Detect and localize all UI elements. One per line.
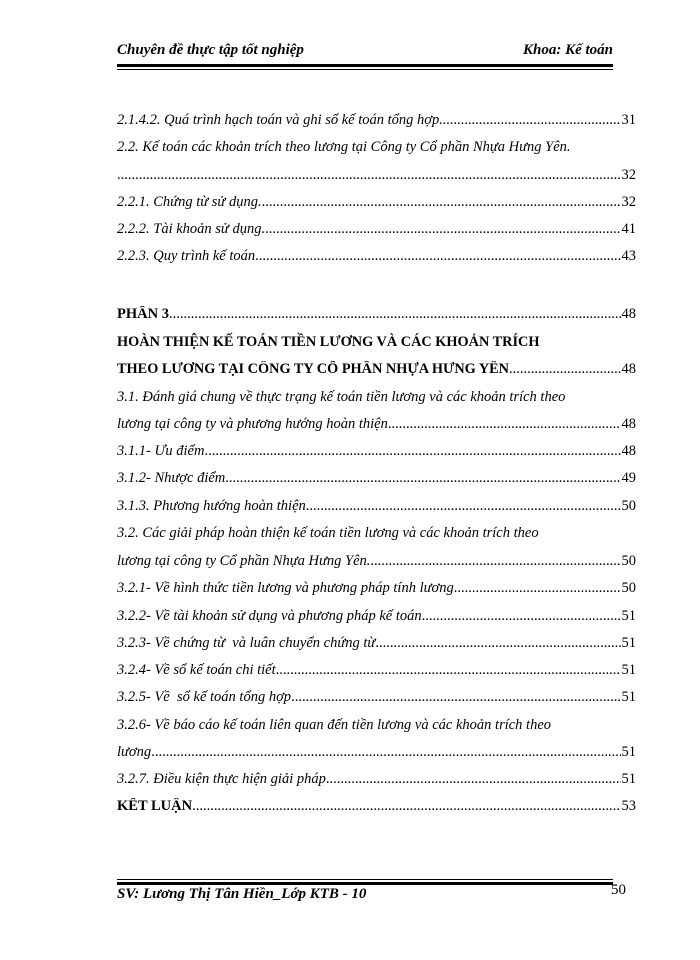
toc-entry-text: 3.2.7. Điều kiện thực hiện giải pháp (117, 771, 326, 787)
toc-entry (117, 498, 636, 524)
toc-leader (375, 635, 620, 652)
toc-leader (306, 498, 621, 515)
toc-leader (422, 608, 621, 625)
toc-entry (117, 689, 636, 715)
toc-entry (117, 194, 636, 220)
footer-rule-thick (117, 882, 613, 885)
toc-entry-text: lương tại công ty và phương hướng hoàn thiện (117, 416, 388, 432)
toc-leader (262, 194, 621, 211)
toc-entry (117, 662, 636, 688)
toc-entry (117, 306, 636, 332)
toc-leader (204, 443, 620, 460)
toc-leader (370, 553, 620, 570)
header-rule-thick (117, 64, 613, 67)
page-header (117, 42, 613, 64)
toc-leader (169, 306, 621, 323)
toc-leader (225, 470, 620, 487)
toc-entry (117, 361, 636, 387)
toc-leader (255, 248, 620, 265)
toc-entry-text: lương (117, 744, 152, 760)
toc-entry (117, 221, 636, 247)
footer-rule-thin (117, 879, 613, 880)
toc-entry-text: 3.1.3. Phương hướng hoàn thiện (117, 498, 306, 514)
toc-leader (388, 416, 621, 433)
toc-entry-text: 2.2.3. Quy trình kế toán (117, 248, 256, 264)
toc-leader (291, 689, 620, 706)
toc-entry-text: THEO LƯƠNG TẠI CÔNG TY CỔ PHẦN NHỰA HƯNG YÊN (117, 361, 509, 377)
toc-leader (265, 221, 620, 238)
toc-page-number: 41 (621, 221, 636, 237)
toc-page-number: 51 (621, 744, 636, 760)
header-department: Khoa: Kế toán (522, 42, 613, 58)
toc-page-number: 48 (621, 306, 636, 322)
toc-entry (117, 470, 636, 496)
toc-entry-text: 3.1.1- Ưu điểm (117, 443, 205, 459)
toc-entry-text: 2.2.1. Chứng từ sử dụng. (117, 194, 262, 210)
toc-entry-text: 3.1. Đánh giá chung về thực trạng kế toán tiền lương và các khoản trích theo (117, 389, 566, 405)
toc-leader (439, 112, 620, 129)
toc-page-number: 48 (621, 443, 636, 459)
toc-page-number: 51 (621, 689, 636, 705)
toc-entry-text: 3.2.6- Về báo cáo kế toán liên quan đến tiền lương và các khoản trích theo (117, 717, 552, 733)
toc-entry-text: 2.1.4.2. Quá trình hạch toán và ghi sổ kế toán tổng hợp (117, 112, 440, 128)
toc-entry (117, 798, 636, 824)
toc-leader (192, 798, 620, 815)
toc-entry-text: 3.1.2- Nhược điểm (117, 470, 226, 486)
toc-entry-text: PHẦN 3 (117, 306, 169, 322)
toc-entry (117, 771, 636, 797)
toc-page-number: 43 (621, 248, 636, 264)
toc-entry-text: 3.2.1- Về hình thức tiền lương và phương pháp tính lương (117, 580, 454, 596)
toc-entry-text: KẾT LUẬN (117, 798, 193, 814)
toc-entry-text: 3.2.2- Về tài khoản sử dụng và phương pháp kế toán (117, 608, 422, 624)
toc-page-number: 32 (621, 194, 636, 210)
toc-page-number: 50 (621, 498, 636, 514)
toc-page-number: 51 (621, 771, 636, 787)
toc-page-number: 50 (621, 580, 636, 596)
toc-entry (117, 744, 636, 770)
toc-entry (117, 580, 636, 606)
toc-leader (276, 662, 621, 679)
toc-leader (326, 771, 621, 788)
toc-entry-text: 3.2. Các giải pháp hoàn thiện kế toán tiền lương và các khoản trích theo (117, 525, 539, 541)
toc-entry-text: 3.2.5- Về sổ kế toán tổng hợp (117, 689, 292, 705)
toc-page-number: 31 (621, 112, 636, 128)
header-title: Chuyên đề thực tập tốt nghiệp (117, 42, 304, 58)
toc-entry (117, 443, 636, 469)
page-footer (117, 886, 613, 903)
toc-entry (117, 635, 636, 661)
toc-entry (117, 553, 636, 579)
toc-page-number: 51 (621, 608, 636, 624)
toc-leader (117, 167, 621, 184)
toc-leader (454, 580, 621, 597)
toc-page-number: 32 (621, 167, 636, 183)
toc-page-number: 50 (621, 553, 636, 569)
toc-leader (151, 744, 620, 761)
footer-author: SV: Lương Thị Tân Hiền_Lớp KTB - 10 (117, 886, 367, 902)
toc-entry (117, 608, 636, 634)
toc-page-number: 53 (621, 798, 636, 814)
toc-page-number: 51 (621, 635, 636, 651)
toc-entry (117, 416, 636, 442)
toc-leader (509, 361, 621, 378)
toc-entry (117, 248, 636, 274)
toc-page-number: 49 (621, 470, 636, 486)
toc-entry-text: HOÀN THIỆN KẾ TOÁN TIỀN LƯƠNG VÀ CÁC KHOẢN TRÍCH (117, 334, 540, 350)
toc-entry-text: 2.2.2. Tài khoản sử dụng. (117, 221, 266, 237)
toc-entry (117, 112, 636, 138)
toc-page-number: 48 (621, 416, 636, 432)
toc-page-number: 51 (621, 662, 636, 678)
toc-page-number: 48 (621, 361, 636, 377)
toc-entry (117, 167, 636, 193)
header-rule-thin (117, 69, 613, 70)
toc-entry-text: 2.2. Kế toán các khoản trích theo lương tại Công ty Cổ phần Nhựa Hưng Yên. (117, 139, 571, 155)
toc-entry-text: 3.2.3- Về chứng từ và luân chuyển chứng từ (117, 635, 376, 651)
toc-entry-text: 3.2.4- Về sổ kế toán chi tiết (117, 662, 276, 678)
page-number: 50 (611, 882, 626, 898)
toc-entry-text: lương tại công ty Cổ phần Nhựa Hưng Yên. (117, 553, 371, 569)
